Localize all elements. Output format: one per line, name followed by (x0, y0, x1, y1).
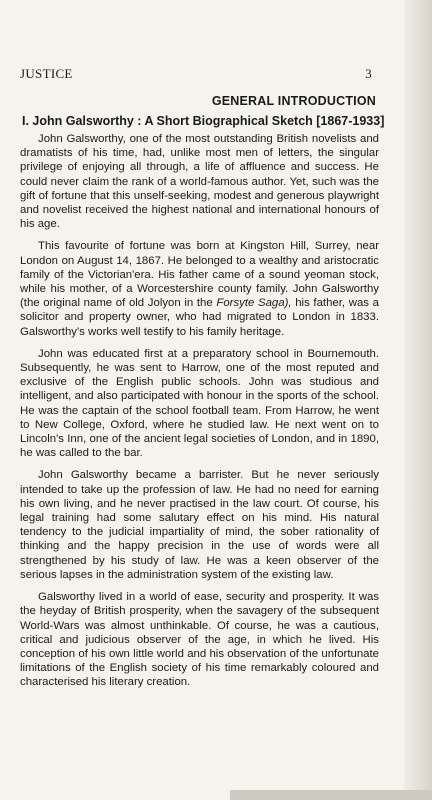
section-heading: GENERAL INTRODUCTION (211, 94, 376, 108)
paragraph-5 (20, 590, 379, 689)
paragraph-1-text: John Galsworthy, one of the most outstanding British novelists and dramatists of his time, had, unlike most men of letters, the singular privilege of enjoying all through, a life of affluence and success. He could never claim the rank of a world-famous author. Yet, such was the gift of fortune that this unself-seeking, modest and generous playwright and novelist received the highest national and international honours of his age. (20, 133, 379, 231)
page-edge-shadow (404, 0, 432, 800)
paragraph-3 (20, 347, 379, 461)
paragraph-4 (20, 468, 379, 582)
sketch-title: I. John Galsworthy : A Short Biographical Sketch [1867-1933] (22, 114, 385, 128)
running-head (20, 66, 372, 82)
page-bottom-edge (230, 790, 432, 800)
page-number: 3 (365, 66, 372, 81)
paragraph-5-text: Galsworthy lived in a world of ease, security and prosperity. It was the heyday of British prosperity, when the savagery of the subsequent World-Wars was almost unthinkable. Of course, he was a cautious, critical and judicious observer of the age, in which he lived. His conception of his own little world and his observation of the unfortunate limitations of the English society of his time remarkably coloured and characterised his literary creation. (20, 591, 379, 689)
paragraph-2-italic: Forsyte Saga), (216, 297, 292, 310)
paragraph-2-text-a: This favourite of fortune was born at Kingston Hill, Surrey, near London on August 14, 1867. He belonged to a wealthy and aristocratic family of the Victorian'era. His father came of a sound yeoman stock, while his mother, of a Worcestershire county family. John Galsworthy (the original name of old Jolyon in the (20, 240, 379, 310)
running-title: JUSTICE (20, 66, 73, 81)
paragraph-3-text: John was educated first at a preparatory school in Bournemouth. Subsequently, he was sent to Harrow, one of the most reputed and exclusive of the English public schools. John was studious and intelligent, and also participated with honour in the sports of the school. He was the captain of the school football team. From Harrow, he went to New College, Oxford, where he studied law. He next went on to Lincoln's Inn, one of the ancient legal societies of London, and in 1890, he was called to the bar. (20, 347, 379, 460)
paragraph-2 (20, 239, 379, 338)
paragraph-2-text-b: his father, was a solicitor and property owner, who had migrated to London in 1833. Galsworthy's works well testify to his family heritage. (20, 297, 379, 338)
paragraph-4-text: John Galsworthy became a barrister. But he never seriously intended to take up the profession of law. He had no need for earning his own living, and he never practised in the law court. Of course, his legal training had some salutary effect on his mind. His natural tendency to the judicial impartiality of mind, the sober rationality of thinking and the happy precision in the use of words were all strengthened by his study of law. He was a keen observer of the serious lapses in the administration system of the existing law. (20, 469, 379, 581)
body-text (20, 132, 379, 690)
paragraph-1 (20, 132, 379, 231)
